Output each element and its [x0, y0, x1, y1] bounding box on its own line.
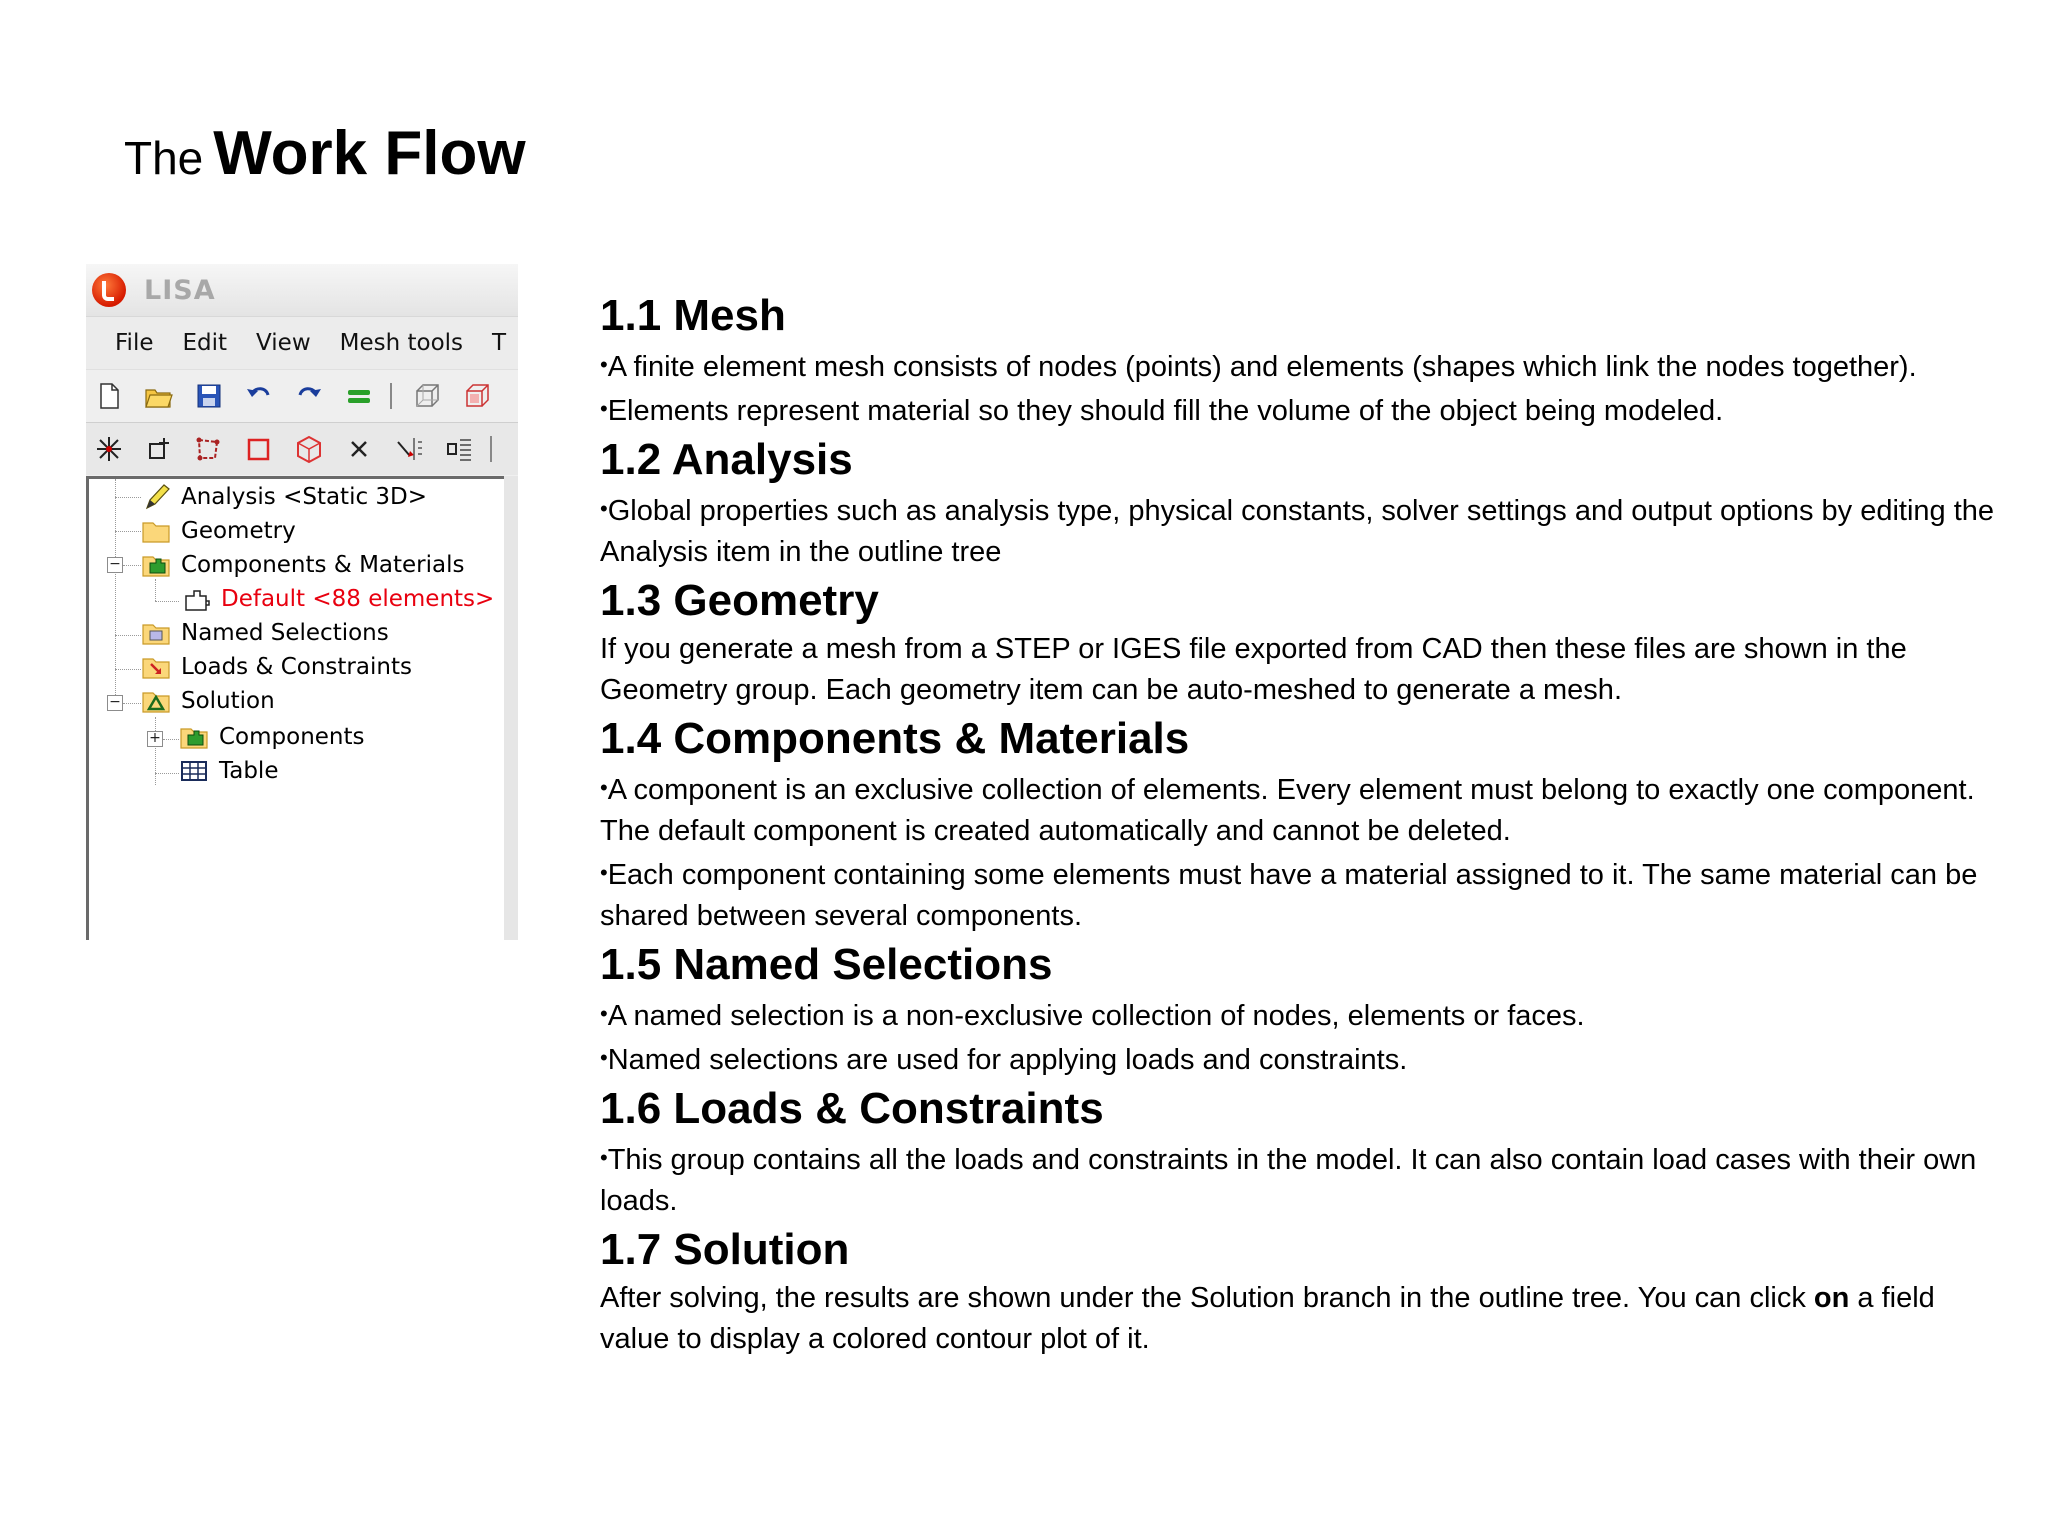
- tree-connector: [115, 531, 141, 532]
- menu-file[interactable]: File: [115, 330, 154, 356]
- tree-item-named-selections[interactable]: [141, 616, 389, 650]
- cube-mesh-icon[interactable]: [294, 434, 324, 464]
- menu-view[interactable]: View: [256, 330, 311, 356]
- tree-connector: [155, 717, 156, 785]
- section-heading: 1.1 Mesh: [600, 291, 786, 340]
- paragraph-text: After solving, the results are shown under the Solution branch in the outline tree. You can click: [600, 1282, 1806, 1314]
- paragraph-tail: a field value to display a colored contour plot of it.: [600, 1282, 1935, 1355]
- menu-edit[interactable]: Edit: [182, 330, 228, 356]
- loads-icon: [141, 652, 171, 682]
- section-paragraph: • A component is an exclusive collection of elements. Every element must belong to exactly one component. The default component is created automatically and cannot be deleted.: [600, 767, 2000, 852]
- section-paragraph: • Each component containing some elements must have a material assigned to it. The same material can be shared between several components.: [600, 852, 2000, 937]
- tree-connector: [115, 497, 141, 498]
- section-paragraph: • Global properties such as analysis type, physical constants, solver settings and output options by editing the Analysis item in the outline tree: [600, 488, 2000, 573]
- page-title-prefix: The: [124, 132, 204, 184]
- lisa-app-window: [86, 264, 518, 940]
- tree-connector: [115, 635, 141, 636]
- node-star-icon[interactable]: [94, 434, 124, 464]
- tree-connector: [123, 703, 141, 704]
- section-solution: [600, 1222, 2000, 1360]
- equals-icon[interactable]: [344, 381, 374, 411]
- section-paragraph: [600, 1278, 2000, 1360]
- element-line-icon[interactable]: [194, 434, 224, 464]
- tree-connector: [155, 601, 179, 602]
- delete-x-icon[interactable]: [344, 434, 374, 464]
- section-loads-constraints: [600, 1081, 2000, 1222]
- menu-tools[interactable]: T: [492, 330, 507, 356]
- section-heading: 1.4 Components & Materials: [600, 714, 1190, 763]
- section-heading: 1.6 Loads & Constraints: [600, 1084, 1104, 1133]
- page-title: [124, 118, 526, 189]
- arrow-node-icon[interactable]: [394, 434, 424, 464]
- section-geometry: [600, 573, 2000, 711]
- section-paragraph: • A named selection is a non-exclusive collection of nodes, elements or faces.: [600, 993, 2000, 1037]
- components-icon: [179, 722, 209, 752]
- tree-scrollbar[interactable]: [504, 476, 518, 940]
- named-selection-icon: [141, 618, 171, 648]
- paragraph-bold-text: on: [1813, 1282, 1850, 1314]
- section-analysis: [600, 432, 2000, 573]
- main-toolbar: [86, 369, 518, 422]
- section-paragraph: • Named selections are used for applying loads and constraints.: [600, 1037, 2000, 1081]
- tree-item-label: Solution: [181, 688, 275, 714]
- save-icon[interactable]: [194, 381, 224, 411]
- collapse-components-toggle[interactable]: −: [107, 557, 123, 573]
- expand-solution-components-toggle[interactable]: +: [147, 731, 163, 747]
- menu-bar: [86, 317, 518, 369]
- app-titlebar: [86, 264, 518, 317]
- section-heading: 1.2 Analysis: [600, 435, 853, 484]
- tree-item-loads-constraints[interactable]: [141, 650, 412, 684]
- app-name: LISA: [144, 274, 216, 306]
- wireframe-cube-icon[interactable]: [412, 381, 442, 411]
- tree-item-components-materials[interactable]: [141, 548, 465, 582]
- section-mesh: [600, 288, 2000, 432]
- page-title-main: Work Flow: [213, 119, 526, 188]
- tree-item-label: Components: [219, 724, 365, 750]
- open-folder-icon[interactable]: [144, 381, 174, 411]
- solution-icon: [141, 686, 171, 716]
- tree-item-label: Geometry: [181, 518, 296, 544]
- workflow-content: [600, 288, 2000, 1360]
- section-heading: 1.3 Geometry: [600, 576, 879, 625]
- tree-item-label: Named Selections: [181, 620, 389, 646]
- section-paragraph: • This group contains all the loads and constraints in the model. It can also contain load cases with their own loads.: [600, 1137, 2000, 1222]
- shaded-cube-icon[interactable]: [462, 381, 492, 411]
- tree-item-label: Loads & Constraints: [181, 654, 412, 680]
- section-components-materials: [600, 711, 2000, 937]
- section-paragraph: If you generate a mesh from a STEP or IGES file exported from CAD then these files are shown in the Geometry group. Each geometry item can be auto-meshed to generate a mesh.: [600, 633, 1907, 706]
- section-heading: 1.5 Named Selections: [600, 940, 1053, 989]
- toolbar-separator: [490, 436, 492, 462]
- tree-item-analysis[interactable]: [141, 480, 427, 514]
- table-icon: [179, 756, 209, 786]
- collapse-solution-toggle[interactable]: −: [107, 695, 123, 711]
- section-heading: 1.7 Solution: [600, 1225, 850, 1274]
- mesh-toolbar: [86, 422, 518, 475]
- section-paragraph: • Elements represent material so they should fill the volume of the object being modeled.: [600, 388, 2000, 432]
- list-icon[interactable]: [444, 434, 474, 464]
- lisa-logo-icon: [92, 273, 126, 307]
- menu-mesh-tools[interactable]: Mesh tools: [339, 330, 464, 356]
- tree-connector: [115, 479, 116, 705]
- section-named-selections: [600, 937, 2000, 1081]
- square-icon[interactable]: [244, 434, 274, 464]
- tree-item-table[interactable]: [179, 754, 278, 788]
- new-file-icon[interactable]: [94, 381, 124, 411]
- tree-item-geometry[interactable]: [141, 514, 296, 548]
- undo-icon[interactable]: [244, 381, 274, 411]
- redo-icon[interactable]: [294, 381, 324, 411]
- tree-item-label: Default <88 elements>: [221, 586, 495, 612]
- tree-item-default-component[interactable]: [181, 582, 494, 616]
- tree-item-label: Table: [219, 758, 279, 784]
- tree-connector: [155, 579, 156, 601]
- tree-connector: [115, 669, 141, 670]
- outline-tree: [86, 476, 504, 940]
- folder-icon: [141, 516, 171, 546]
- section-paragraph: • A finite element mesh consists of nodes (points) and elements (shapes which link the nodes together).: [600, 344, 2000, 388]
- analysis-pencil-icon: [141, 482, 171, 512]
- tree-item-label: Analysis <Static 3D>: [181, 484, 428, 510]
- element-icon: [181, 584, 211, 614]
- tree-connector: [155, 773, 179, 774]
- tree-item-solution[interactable]: [141, 684, 275, 718]
- components-icon: [141, 550, 171, 580]
- toolbar-separator: [390, 383, 392, 409]
- tree-connector: [123, 565, 141, 566]
- tree-item-solution-components[interactable]: [179, 720, 365, 754]
- tree-item-label: Components & Materials: [181, 552, 465, 578]
- node-box-icon[interactable]: [144, 434, 174, 464]
- tree-connector: [163, 739, 179, 740]
